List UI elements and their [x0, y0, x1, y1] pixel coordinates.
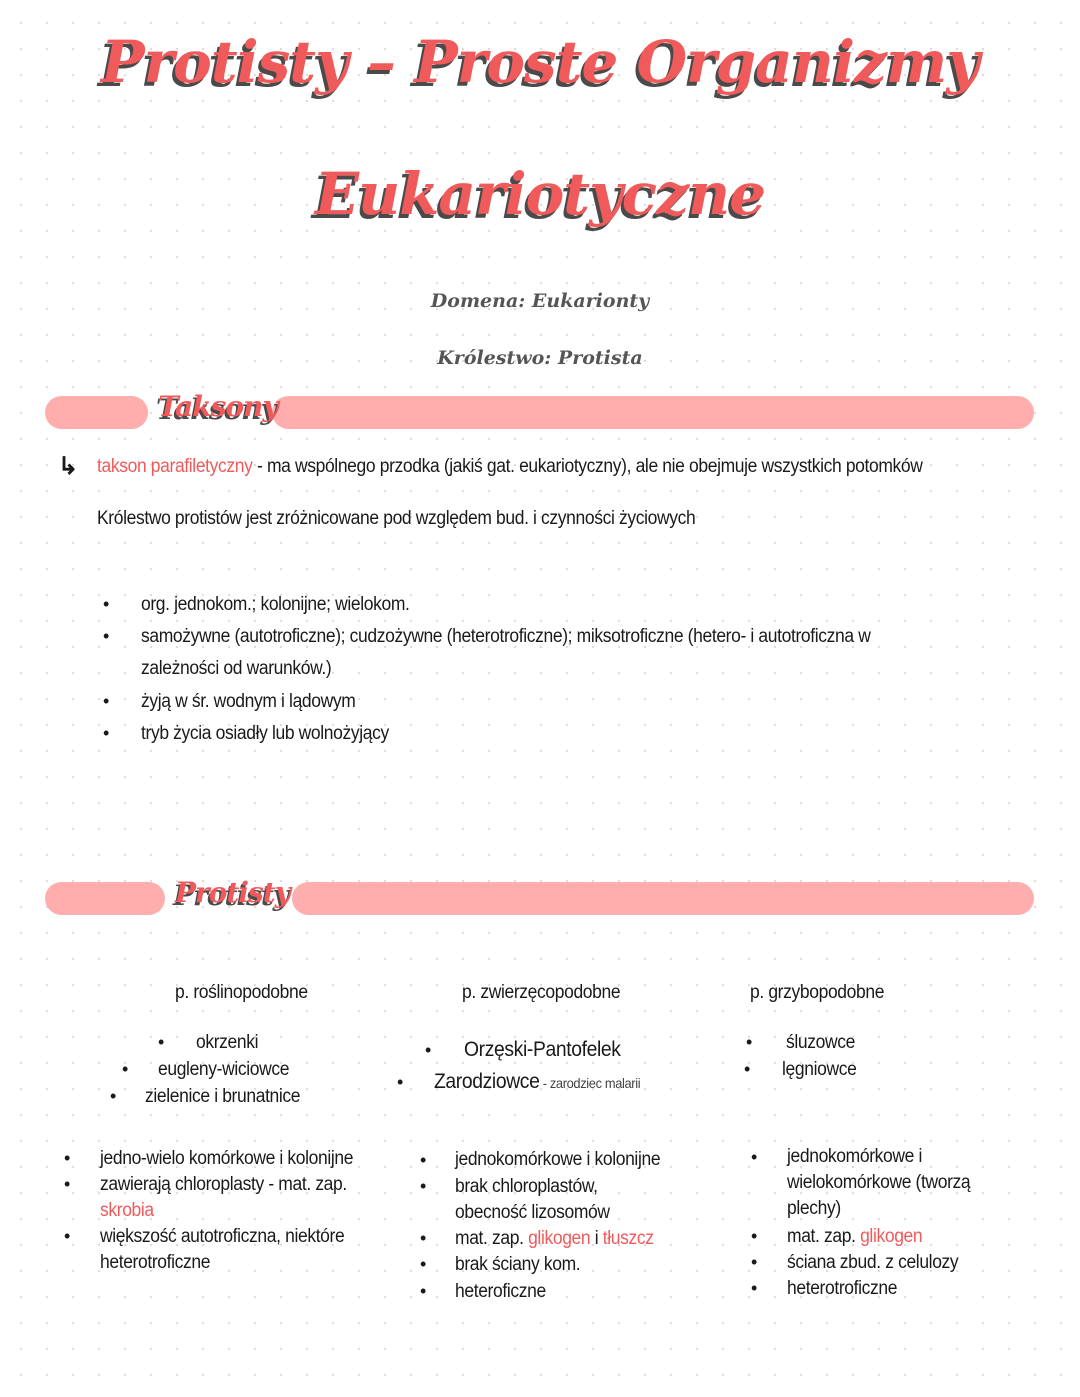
trait-highlight: skrobia	[100, 1200, 154, 1221]
list-item-continued: zależności od warunków.)	[141, 658, 332, 679]
group-item: Orzęski-Pantofelek	[464, 1038, 621, 1061]
group-item: lęgniowce	[782, 1059, 857, 1080]
trait-text: i	[590, 1228, 603, 1249]
trait-highlight: glikogen	[860, 1226, 923, 1247]
bullet-icon: •	[158, 1032, 165, 1052]
section-heading-taksony: Taksony	[158, 390, 278, 423]
trait-item: zawierają chloroplasty - mat. zap.	[100, 1174, 347, 1195]
group-item: zielenice i brunatnice	[145, 1086, 301, 1107]
trait-highlight: tłuszcz	[602, 1228, 654, 1249]
column-header-animal-like: p. zwierzęcopodobne	[462, 982, 621, 1003]
trait-item: brak ściany kom.	[455, 1254, 581, 1275]
trait-item: większość autotroficzna, niektóre	[100, 1226, 345, 1247]
bullet-icon: •	[751, 1278, 758, 1298]
bullet-icon: •	[103, 626, 110, 646]
bullet-icon: •	[110, 1086, 117, 1106]
list-item: tryb życia osiadły lub wolnożyjący	[141, 723, 389, 744]
group-name: Zarodziowce	[434, 1070, 540, 1093]
section-band-right	[272, 396, 1034, 429]
trait-item: brak chloroplastów,	[455, 1176, 598, 1197]
trait-text: mat. zap.	[455, 1228, 529, 1249]
bullet-icon: •	[420, 1281, 427, 1301]
definition-line	[97, 456, 923, 478]
term: takson parafiletyczny	[97, 456, 253, 477]
bullet-icon: •	[64, 1148, 71, 1168]
trait-item-continued: heterotroficzne	[100, 1252, 211, 1273]
bullet-icon: •	[425, 1040, 432, 1060]
section-band-right	[292, 882, 1034, 915]
trait-highlight: glikogen	[528, 1228, 591, 1249]
trait-item	[787, 1226, 922, 1248]
bullet-icon: •	[744, 1059, 751, 1079]
trait-item: ściana zbud. z celulozy	[787, 1252, 959, 1273]
bullet-icon: •	[420, 1150, 427, 1170]
column-header-plant-like: p. roślinopodobne	[175, 982, 308, 1003]
section-band-left	[45, 882, 165, 915]
bullet-icon: •	[751, 1252, 758, 1272]
group-item: śluzowce	[786, 1032, 855, 1053]
bullet-icon: •	[397, 1072, 404, 1092]
trait-item: jednokomórkowe i kolonijne	[455, 1149, 661, 1170]
trait-item: heterotroficzne	[787, 1278, 898, 1299]
group-note: - zarodziec malarii	[539, 1075, 641, 1091]
trait-item: jedno-wielo komórkowe i kolonijne	[100, 1148, 354, 1169]
section-band-left	[45, 396, 148, 429]
bullet-icon: •	[103, 723, 110, 743]
bullet-icon: •	[751, 1147, 758, 1167]
list-item: samożywne (autotroficzne); cudzożywne (heterotroficzne); miksotroficzne (hetero- i autotroficzna w	[141, 626, 871, 647]
column-header-fungus-like: p. grzybopodobne	[750, 982, 885, 1003]
group-item: okrzenki	[196, 1032, 259, 1053]
trait-item-continued: obecność lizosomów	[455, 1202, 610, 1223]
trait-item: jednokomórkowe i	[787, 1146, 922, 1167]
domain-label: Domena: Eukarionty	[430, 290, 650, 312]
bullet-icon: •	[103, 594, 110, 614]
kingdom-label: Królestwo: Protista	[437, 347, 643, 369]
trait-text: mat. zap.	[787, 1226, 861, 1247]
group-item	[434, 1070, 640, 1094]
bullet-icon: •	[420, 1254, 427, 1274]
trait-item-continued: wielokomórkowe (tworzą	[787, 1172, 971, 1193]
bullet-icon: •	[64, 1226, 71, 1246]
bullet-icon: •	[746, 1032, 753, 1052]
bullet-icon: •	[64, 1174, 71, 1194]
definition: - ma wspólnego przodka (jakiś gat. eukariotyczny), ale nie obejmuje wszystkich potomków	[252, 456, 923, 477]
bullet-icon: •	[103, 691, 110, 711]
list-item: org. jednokom.; kolonijne; wielokom.	[141, 594, 410, 615]
title-line-2: Eukariotyczne	[314, 160, 766, 228]
trait-item: heteroficzne	[455, 1281, 546, 1302]
bullet-icon: •	[751, 1226, 758, 1246]
arrow-icon: ↳	[58, 453, 79, 480]
bullet-icon: •	[122, 1059, 129, 1079]
intro-text: Królestwo protistów jest zróżnicowane pod względem bud. i czynności życiowych	[97, 508, 696, 529]
bullet-icon: •	[420, 1228, 427, 1248]
group-item: eugleny-wiciowce	[158, 1059, 290, 1080]
bullet-icon: •	[420, 1176, 427, 1196]
section-heading-protisty: Protisty	[175, 876, 291, 909]
trait-item-continued: plechy)	[787, 1198, 841, 1219]
list-item: żyją w śr. wodnym i lądowym	[141, 691, 356, 712]
trait-item	[455, 1228, 654, 1250]
title-line-1: Protisty – Proste Organizmy	[100, 28, 980, 96]
